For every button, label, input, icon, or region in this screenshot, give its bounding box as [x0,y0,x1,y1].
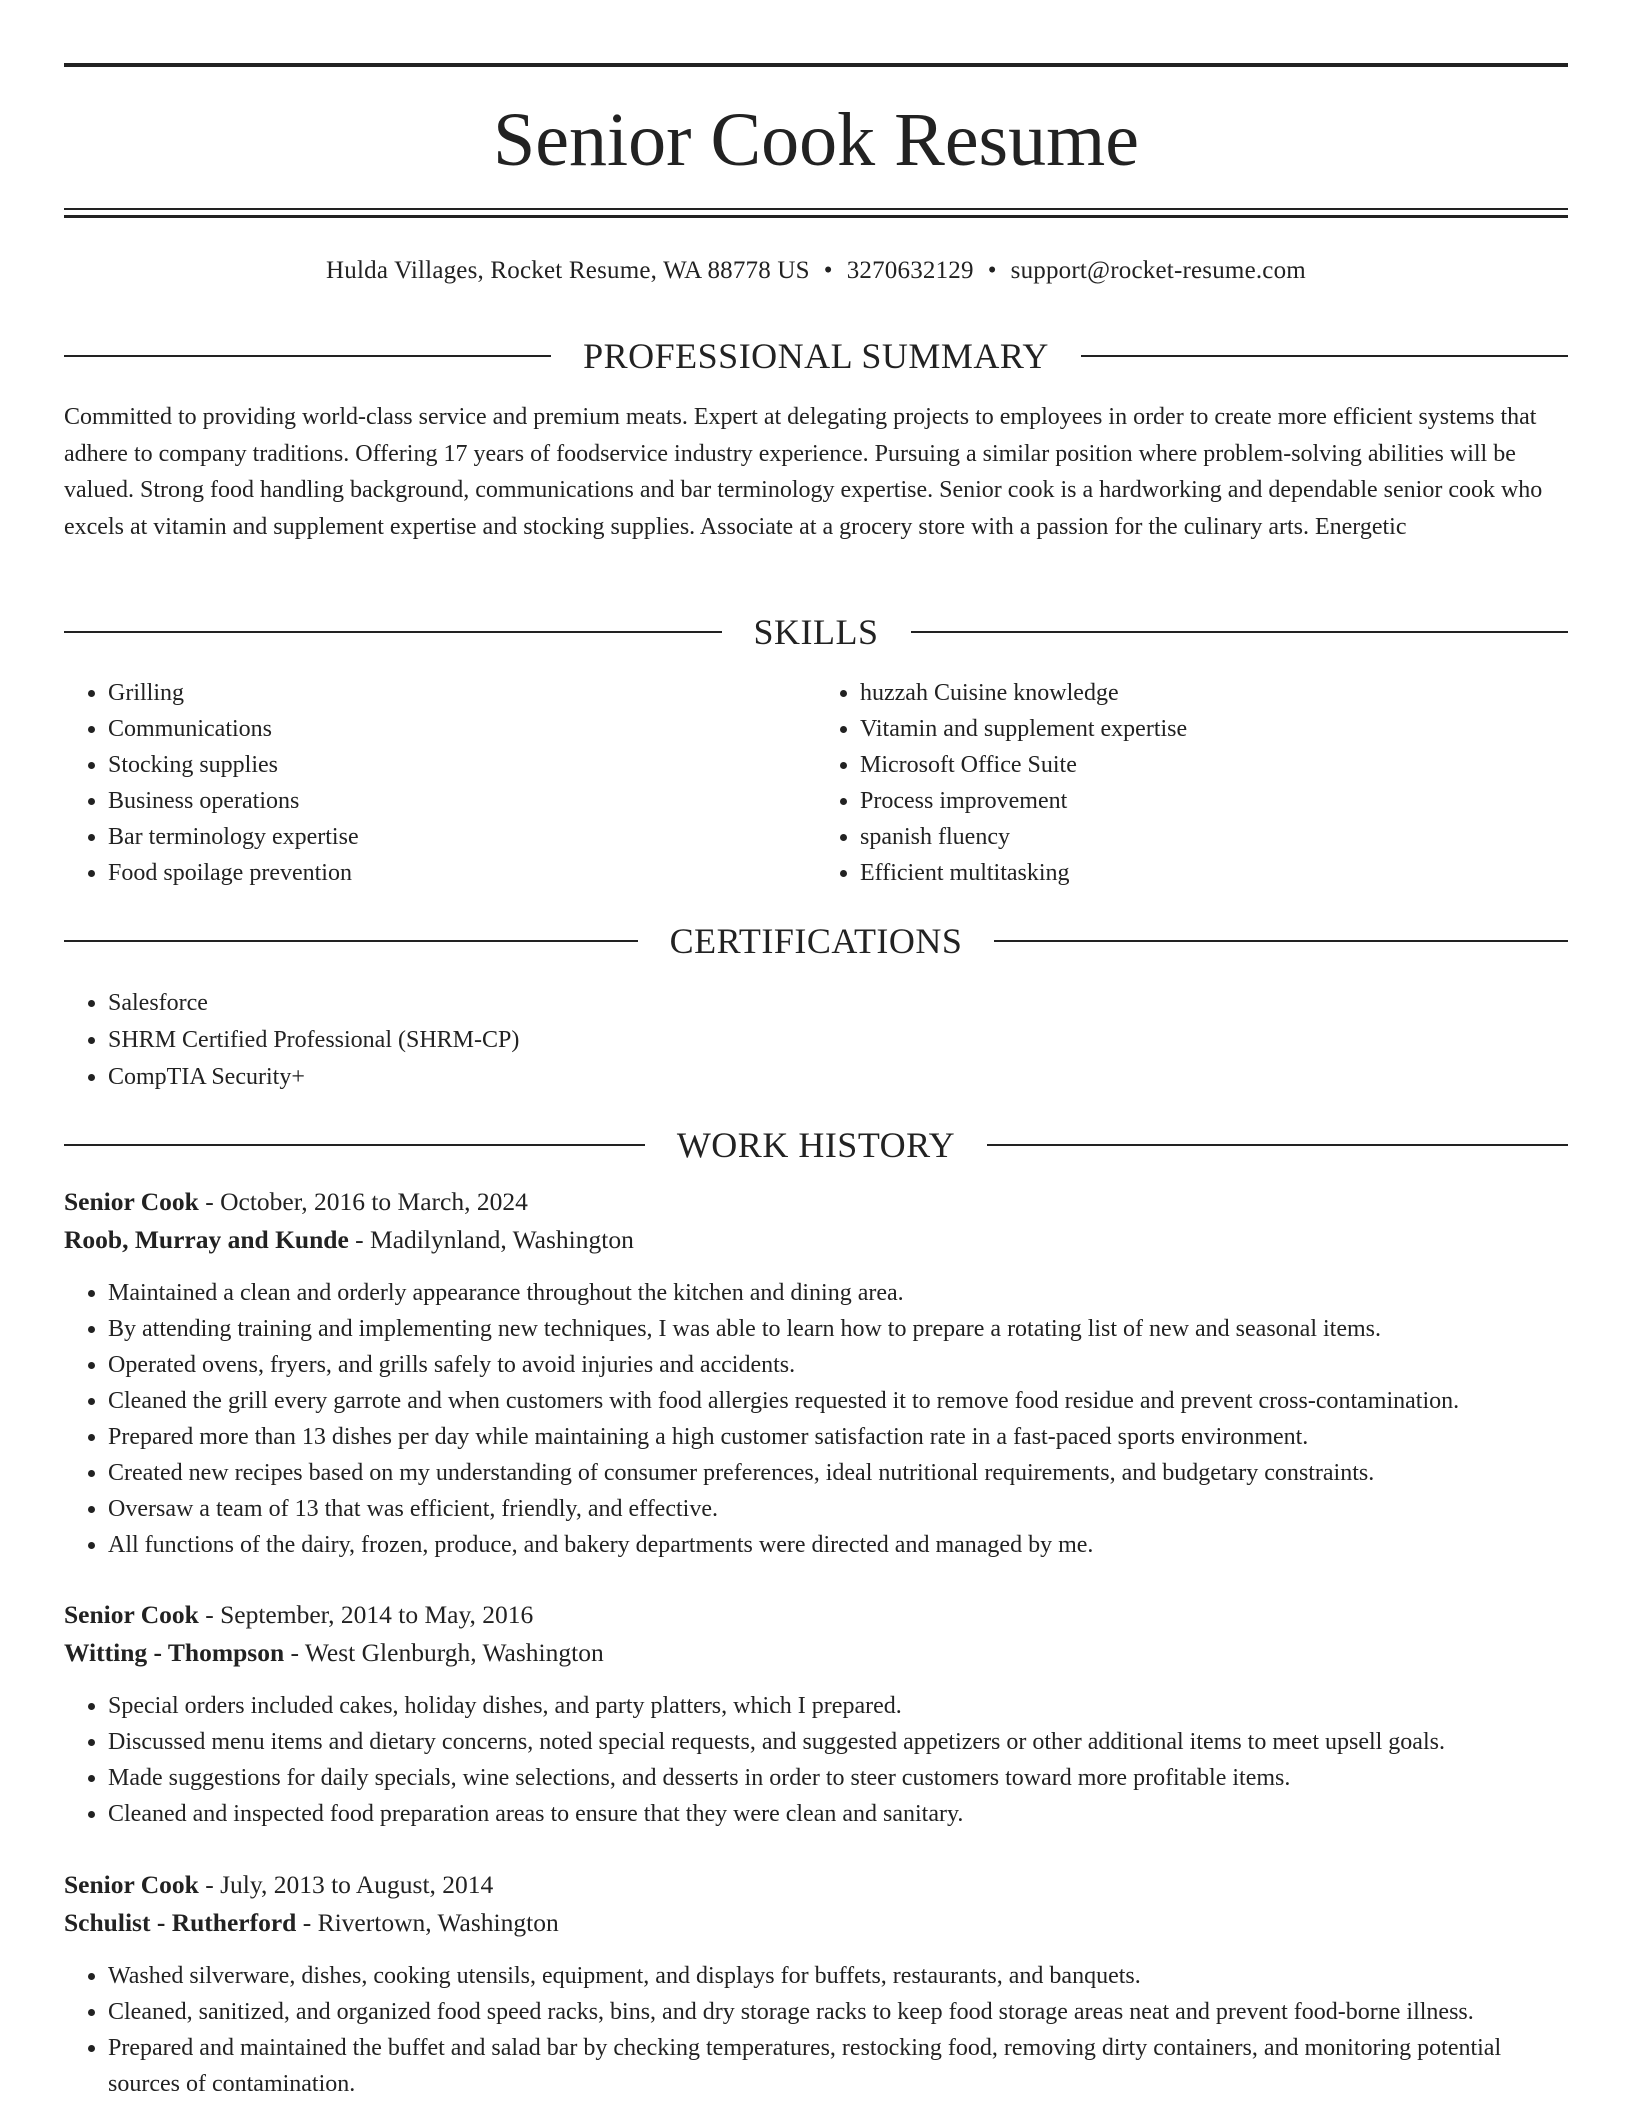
header-bottom-rule-thick [64,215,1568,218]
section-title: WORK HISTORY [676,1125,956,1165]
skill-item: • Vitamin and supplement expertise [860,711,1568,747]
job-duty-item: • Maintained a clean and orderly appearance throughout the kitchen and dining area. [108,1275,1568,1311]
job-duties-list [64,1275,1568,1563]
job-title: Senior Cook [64,1600,199,1629]
skill-item: • Bar terminology expertise [108,819,816,855]
job-duty-item: • Made suggestions for daily specials, wine selections, and desserts in order to steer customers toward more profitable items. [108,1760,1568,1796]
job-duty-item: • Cleaned and inspected food preparation areas to ensure that they were clean and sanitary. [108,1796,1568,1832]
skill-item: • Communications [108,711,816,747]
heading-rule-left [64,940,638,942]
job-location: - Rivertown, Washington [296,1908,559,1937]
job-duty-item: • All functions of the dairy, frozen, produce, and bakery departments were directed and managed by me. [108,1527,1568,1563]
job-duty-item: • Cleaned, sanitized, and organized food speed racks, bins, and dry storage racks to keep food storage areas neat and prevent food-borne illness. [108,1994,1568,2030]
job-duty-item: • Created new recipes based on my understanding of consumer preferences, ideal nutritional requirements, and budgetary constraints. [108,1455,1568,1491]
section-heading-work-history [64,1123,1568,1167]
certification-item: • CompTIA Security+ [108,1059,1568,1096]
heading-rule-right [1081,355,1568,357]
job-duties-list [64,1958,1568,2102]
job-duty-item: • Prepared more than 13 dishes per day while maintaining a high customer satisfaction rate in a fast-paced sports environment. [108,1419,1568,1455]
header-top-rule [64,63,1568,67]
job-company: Schulist - Rutherford [64,1908,297,1937]
contact-line [64,253,1568,289]
contact-separator: • [987,257,997,284]
job-company-line [64,1221,1568,1259]
contact-address: Hulda Villages, Rocket Resume, WA 88778 US [326,257,810,284]
skills-column-left [64,675,816,891]
job-duty-item: • By attending training and implementing new techniques, I was able to learn how to prepare a rotating list of new and seasonal items. [108,1311,1568,1347]
heading-rule-left [64,355,551,357]
professional-summary: Committed to providing world-class service and premium meats. Expert at delegating projects to employees in order to create more efficient systems that adhere to company traditions. Offering 17 years of foodservice industry experience. Pursuing a similar position where problem-solving abilities will be valued. Strong food handling background, communications and bar terminology expertise. Senior cook is a hardworking and dependable senior cook who excels at vitamin and supplement expertise and stocking supplies. Associate at a grocery store with a passion for the culinary arts. Energetic [64,404,1543,540]
section-heading-certifications [64,919,1568,963]
job-dates: - July, 2013 to August, 2014 [198,1870,494,1899]
job-location: - Madilynland, Washington [348,1225,634,1254]
contact-phone: 3270632129 [846,257,974,284]
certifications-list [64,985,1568,1096]
job-entry [64,1183,1568,1563]
job-title: Senior Cook [64,1870,199,1899]
section-heading-summary [64,334,1568,378]
contact-email: support@rocket-resume.com [1010,257,1306,284]
job-duty-item: • Prepared and maintained the buffet and salad bar by checking temperatures, restocking food, removing dirty containers, and monitoring potential sources of contamination. [108,2030,1568,2102]
section-heading-skills [64,610,1568,654]
skill-item: • Stocking supplies [108,747,816,783]
job-entry [64,1866,1568,2102]
job-company-line [64,1634,1568,1672]
job-title-line [64,1596,1568,1634]
job-entry [64,1596,1568,1832]
job-location: - West Glenburgh, Washington [284,1638,604,1667]
contact-separator: • [823,257,833,284]
job-dates: - September, 2014 to May, 2016 [198,1600,534,1629]
section-title: CERTIFICATIONS [669,921,963,961]
job-duty-item: • Washed silverware, dishes, cooking utensils, equipment, and displays for buffets, restaurants, and banquets. [108,1958,1568,1994]
skill-item: • Process improvement [860,783,1568,819]
job-duty-item: • Oversaw a team of 13 that was efficient, friendly, and effective. [108,1491,1568,1527]
skills-column-right [816,675,1568,891]
heading-rule-right [994,940,1568,942]
skills-list [64,675,1568,891]
section-title: PROFESSIONAL SUMMARY [583,336,1049,376]
skill-item: • Business operations [108,783,816,819]
heading-rule-right [911,631,1569,633]
header-bottom-rule-thin [64,208,1568,210]
job-duty-item: • Discussed menu items and dietary concerns, noted special requests, and suggested appetizers or other additional items to meet upsell goals. [108,1724,1568,1760]
job-duty-item: • Operated ovens, fryers, and grills safely to avoid injuries and accidents. [108,1347,1568,1383]
job-company-line [64,1904,1568,1942]
skill-item: • huzzah Cuisine knowledge [860,675,1568,711]
job-title-line [64,1866,1568,1904]
job-title-line [64,1183,1568,1221]
skill-item: • Food spoilage prevention [108,855,816,891]
skill-item: • Efficient multitasking [860,855,1568,891]
job-duties-list [64,1688,1568,1832]
heading-rule-left [64,631,722,633]
heading-rule-right [987,1144,1568,1146]
certification-item: • SHRM Certified Professional (SHRM-CP) [108,1022,1568,1059]
skill-item: • Microsoft Office Suite [860,747,1568,783]
job-company: Witting - Thompson [64,1638,285,1667]
job-title: Senior Cook [64,1187,199,1216]
certification-item: • Salesforce [108,985,1568,1022]
heading-rule-left [64,1144,645,1146]
resume-title: Senior Cook Resume [493,98,1139,182]
skill-item: • Grilling [108,675,816,711]
section-title: SKILLS [753,612,879,652]
job-duty-item: • Cleaned the grill every garrote and when customers with food allergies requested it to remove food residue and prevent cross-contamination. [108,1383,1568,1419]
job-duty-item: • Special orders included cakes, holiday dishes, and party platters, which I prepared. [108,1688,1568,1724]
skill-item: • spanish fluency [860,819,1568,855]
job-company: Roob, Murray and Kunde [64,1225,349,1254]
job-dates: - October, 2016 to March, 2024 [198,1187,528,1216]
